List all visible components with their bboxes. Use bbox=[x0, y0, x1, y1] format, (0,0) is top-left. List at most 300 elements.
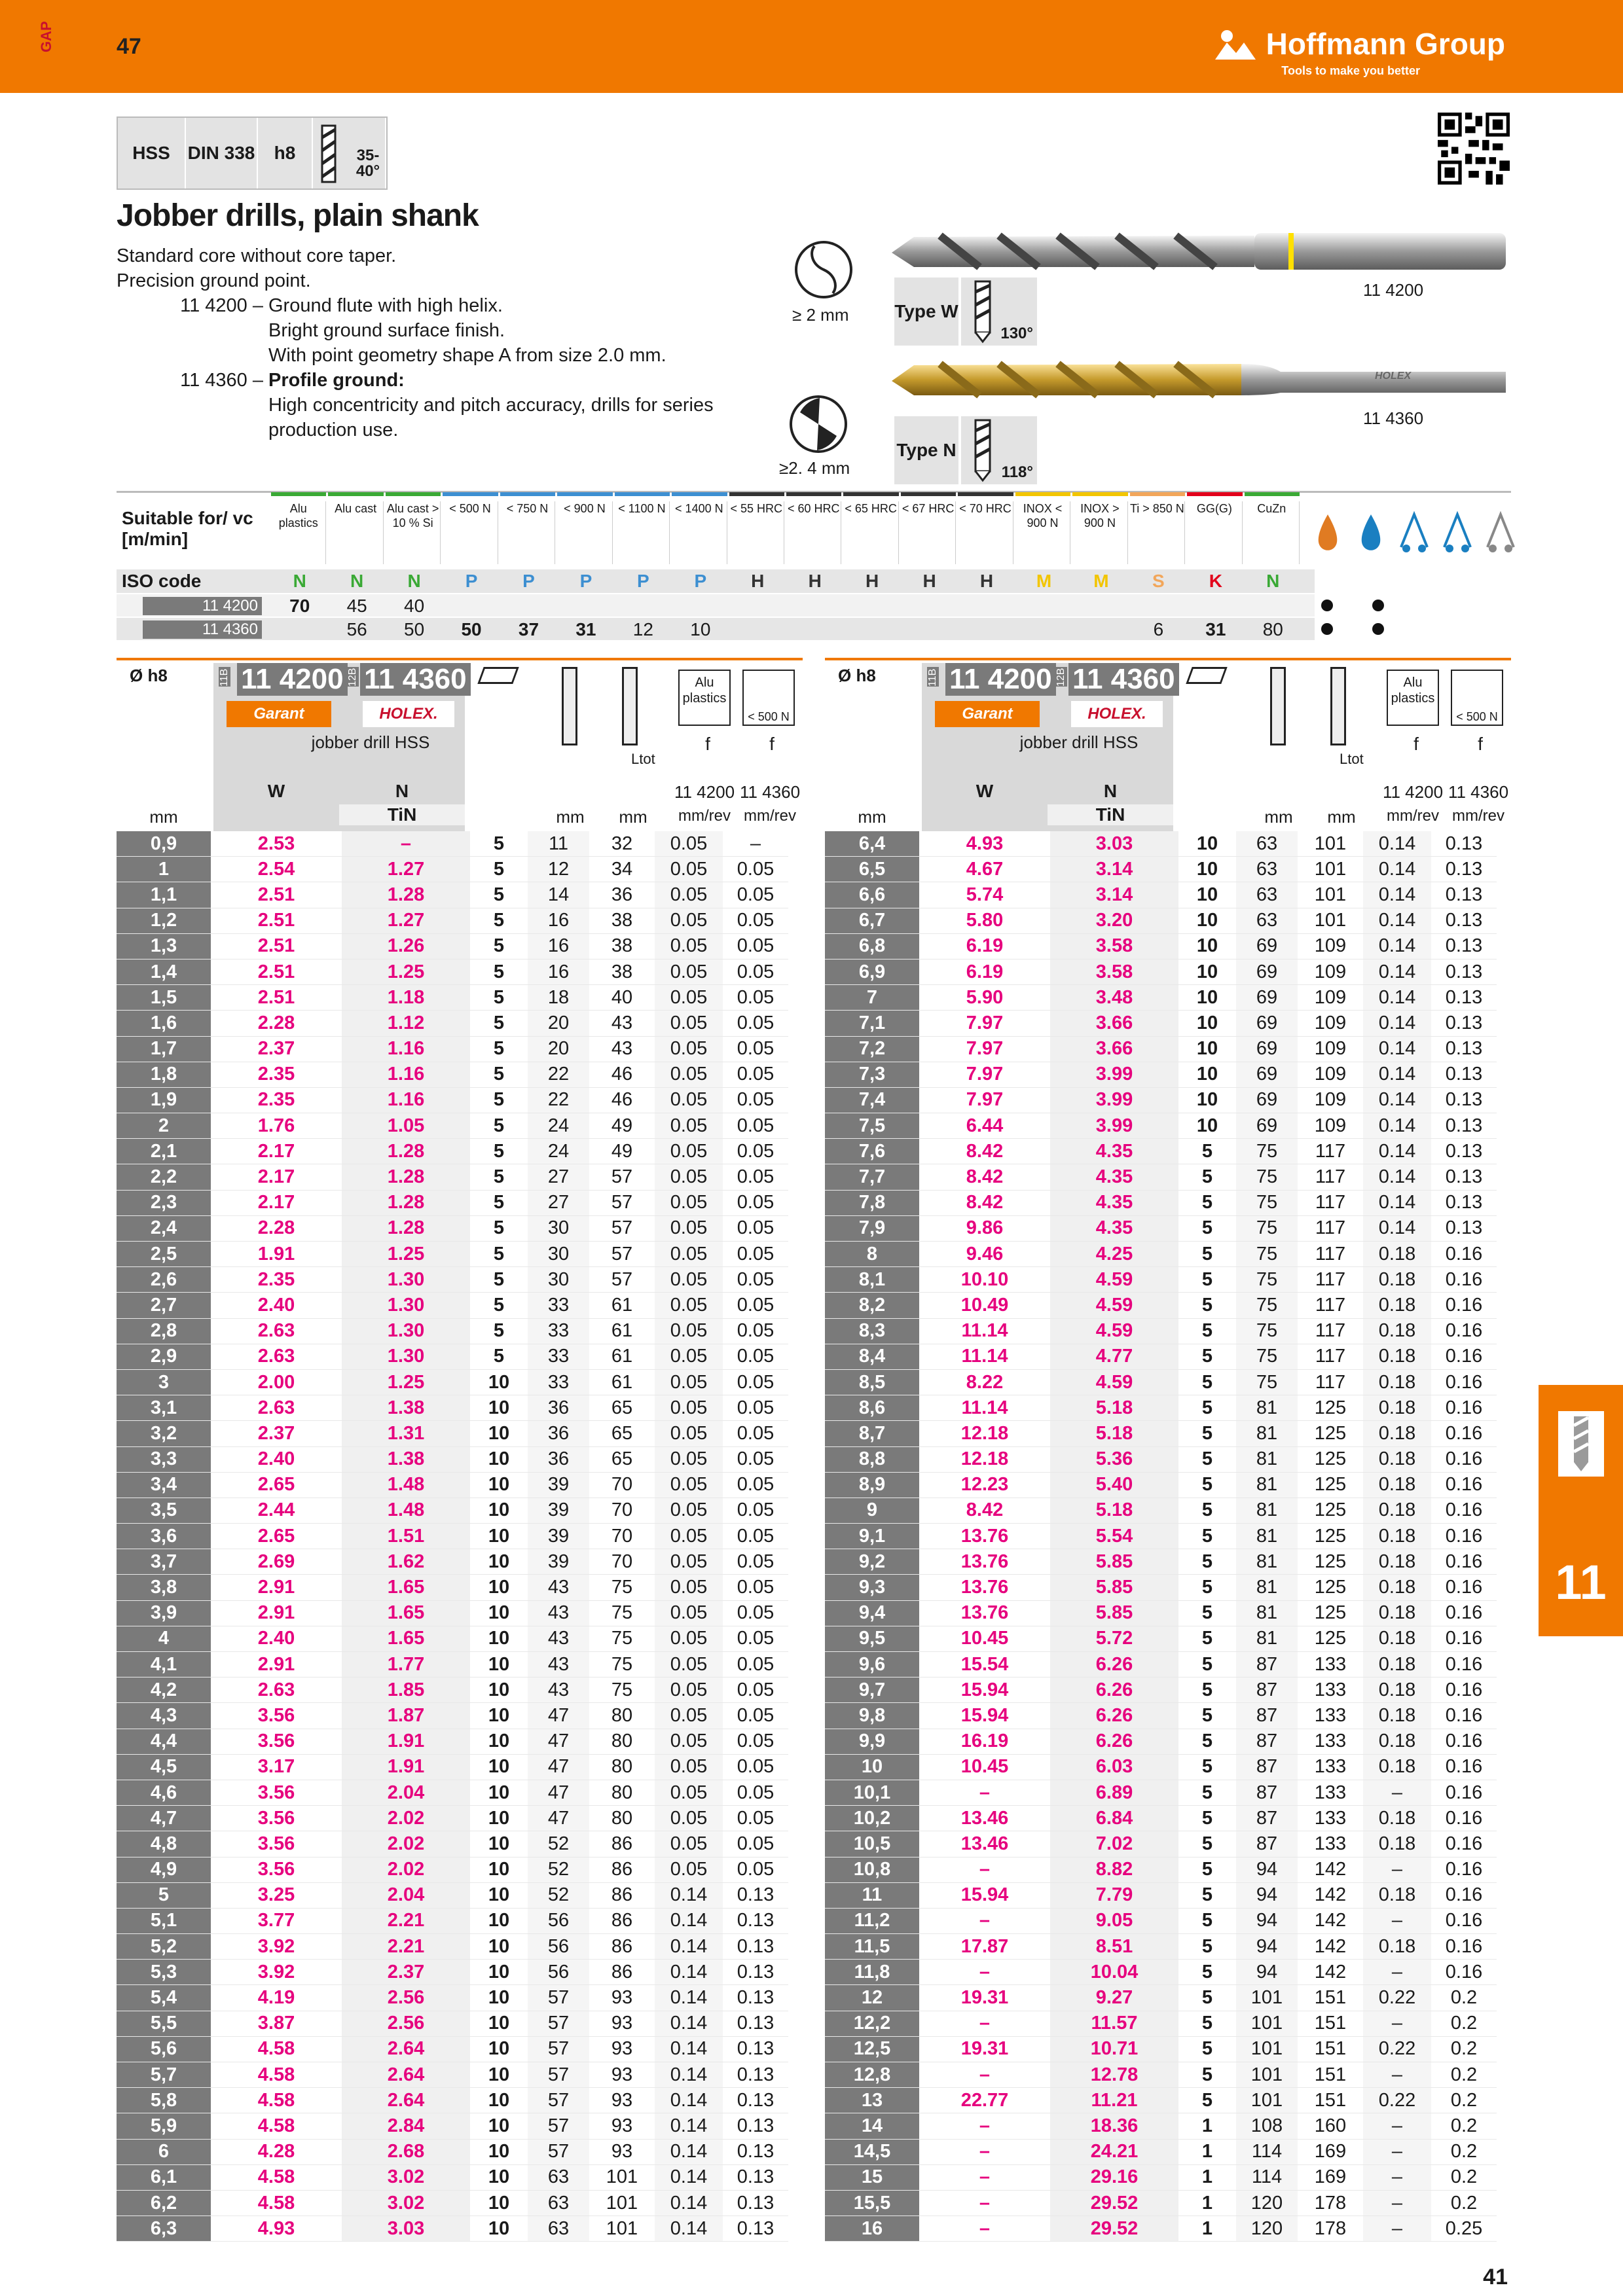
feed-114200: 0.05 bbox=[655, 1755, 723, 1780]
price-w: 4.93 bbox=[919, 831, 1050, 857]
feed-114360: 0.16 bbox=[1431, 1806, 1497, 1831]
feed-114360: 0.13 bbox=[723, 2191, 788, 2216]
feed-114200: 0.18 bbox=[1363, 1626, 1431, 1652]
price-w: 4.67 bbox=[919, 857, 1050, 882]
total-length: 125 bbox=[1298, 1575, 1363, 1600]
price-w: 13.46 bbox=[919, 1806, 1050, 1831]
suit-col-bar bbox=[328, 492, 383, 496]
feed-114360: 0.05 bbox=[723, 1549, 788, 1575]
ltot-label: Ltot bbox=[1340, 751, 1364, 767]
table-row bbox=[825, 908, 1497, 934]
feed-114200: 0.18 bbox=[1363, 1498, 1431, 1524]
feed-114200: 0.18 bbox=[1363, 1344, 1431, 1370]
feed-114360: 0.05 bbox=[723, 1473, 788, 1498]
type-n-label: Type N bbox=[894, 416, 958, 484]
feed-114360: 0.16 bbox=[1431, 1601, 1497, 1626]
diameter: 1 bbox=[117, 857, 211, 882]
price-n: 1.51 bbox=[342, 1524, 470, 1549]
price-n: 1.31 bbox=[342, 1421, 470, 1446]
price-w: 13.76 bbox=[919, 1524, 1050, 1549]
feed-114360: 0.13 bbox=[1431, 1164, 1497, 1190]
table-row bbox=[117, 1729, 788, 1755]
diameter: 3,9 bbox=[117, 1601, 211, 1626]
row-label: 11 4200 bbox=[143, 597, 262, 615]
pack-qty: 5 bbox=[470, 934, 528, 960]
price-n: 7.79 bbox=[1050, 1883, 1178, 1909]
pack-qty: 5 bbox=[1178, 1498, 1236, 1524]
total-length: 117 bbox=[1298, 1216, 1363, 1242]
total-length: 178 bbox=[1298, 2216, 1363, 2242]
feed-114360: 0.16 bbox=[1431, 1293, 1497, 1318]
flute-length: 24 bbox=[528, 1113, 589, 1139]
price-n: 1.26 bbox=[342, 934, 470, 960]
price-w: 13.46 bbox=[919, 1831, 1050, 1857]
pack-qty: 10 bbox=[470, 1780, 528, 1806]
total-length: 38 bbox=[589, 960, 655, 985]
table-row bbox=[825, 1806, 1497, 1831]
feed-114200: 0.05 bbox=[655, 1088, 723, 1113]
table-row bbox=[117, 2165, 788, 2191]
chapter-number: 11 bbox=[1555, 1555, 1607, 1609]
feed-114200: 0.05 bbox=[655, 1421, 723, 1446]
table-row bbox=[117, 1267, 788, 1293]
flute-length: 75 bbox=[1236, 1370, 1298, 1395]
iso-code: H bbox=[866, 571, 879, 591]
flute-length: 57 bbox=[528, 2062, 589, 2088]
desc-line: High concentricity and pitch accuracy, drills for series bbox=[268, 395, 714, 416]
pack-qty: 5 bbox=[1178, 1729, 1236, 1755]
feed-114360: 0.05 bbox=[723, 1421, 788, 1446]
flute-length: 22 bbox=[528, 1088, 589, 1113]
feed-114360: 0.13 bbox=[723, 1985, 788, 2011]
brand-logo bbox=[1213, 26, 1505, 62]
price-n: 3.99 bbox=[1050, 1113, 1178, 1139]
diameter: 5,2 bbox=[117, 1934, 211, 1960]
price-n: 1.48 bbox=[342, 1498, 470, 1524]
pack-qty: 10 bbox=[470, 2216, 528, 2242]
hoffmann-logo-icon bbox=[1213, 27, 1258, 61]
total-length: 101 bbox=[1298, 857, 1363, 882]
flute-length: 39 bbox=[528, 1473, 589, 1498]
pack-qty: 10 bbox=[1178, 1088, 1236, 1113]
price-n: 5.18 bbox=[1050, 1498, 1178, 1524]
total-length: 125 bbox=[1298, 1498, 1363, 1524]
diameter: 3,3 bbox=[117, 1447, 211, 1473]
flute-length: 108 bbox=[1236, 2113, 1298, 2139]
pack-qty: 10 bbox=[470, 2062, 528, 2088]
suit-col-header: < 55 HRC bbox=[729, 501, 784, 564]
cross-section-w-icon bbox=[792, 238, 855, 301]
feed-114360: 0.13 bbox=[1431, 934, 1497, 960]
price-w: 2.51 bbox=[211, 985, 342, 1011]
pack-qty: 5 bbox=[1178, 1344, 1236, 1370]
price-w: 13.76 bbox=[919, 1601, 1050, 1626]
price-w: – bbox=[919, 2216, 1050, 2242]
total-length: 151 bbox=[1298, 2062, 1363, 2088]
feed-114360: 0.13 bbox=[723, 2037, 788, 2062]
price-n: 6.89 bbox=[1050, 1780, 1178, 1806]
feed-114200: – bbox=[1363, 2216, 1431, 2242]
pack-qty: 10 bbox=[1178, 960, 1236, 985]
header-top-rule bbox=[825, 658, 1511, 660]
diameter: 14,5 bbox=[825, 2140, 919, 2165]
feed-114360: 0.05 bbox=[723, 1088, 788, 1113]
price-w: 2.63 bbox=[211, 1344, 342, 1370]
feed-114360: 0.16 bbox=[1431, 1344, 1497, 1370]
feed-114200: 0.14 bbox=[655, 2113, 723, 2139]
feed-114360: 0.2 bbox=[1431, 2037, 1497, 2062]
table-row bbox=[117, 1652, 788, 1677]
price-n: 29.52 bbox=[1050, 2216, 1178, 2242]
feed-114200: 0.05 bbox=[655, 1191, 723, 1216]
pack-qty: 5 bbox=[1178, 1831, 1236, 1857]
flute-length: 57 bbox=[528, 2037, 589, 2062]
type-n-angle: 118° bbox=[1001, 463, 1033, 481]
table-row bbox=[825, 2088, 1497, 2113]
price-w: 16.19 bbox=[919, 1729, 1050, 1755]
feed-114360: 0.2 bbox=[1431, 2140, 1497, 2165]
feed-114360: 0.13 bbox=[723, 1960, 788, 1985]
total-length: 46 bbox=[589, 1062, 655, 1088]
feed-114360: 0.16 bbox=[1431, 1524, 1497, 1549]
steel-500n-box: < 500 N bbox=[1451, 670, 1503, 726]
feed-114360: 0.2 bbox=[1431, 2088, 1497, 2113]
table-row bbox=[825, 1498, 1497, 1524]
page-number-bottom: 41 bbox=[1483, 2265, 1508, 2289]
feed-114360: 0.13 bbox=[1431, 857, 1497, 882]
feed-114360: 0.05 bbox=[723, 1498, 788, 1524]
table-row bbox=[825, 1883, 1497, 1909]
feed-114200: 0.05 bbox=[655, 1831, 723, 1857]
diameter: 12,2 bbox=[825, 2011, 919, 2037]
garant-logo: Garant bbox=[935, 701, 1040, 727]
pack-qty: 5 bbox=[1178, 1549, 1236, 1575]
pack-qty: 10 bbox=[1178, 908, 1236, 934]
feed-114200: 0.05 bbox=[655, 831, 723, 857]
feed-114360: 0.05 bbox=[723, 1293, 788, 1318]
flute-length: 43 bbox=[528, 1601, 589, 1626]
suit-col-header: < 1400 N bbox=[672, 501, 727, 564]
price-w: 12.23 bbox=[919, 1473, 1050, 1498]
diameter: 2 bbox=[117, 1113, 211, 1139]
diameter: 4,3 bbox=[117, 1703, 211, 1729]
price-w: 7.97 bbox=[919, 1062, 1050, 1088]
total-length: 38 bbox=[589, 908, 655, 934]
article-number: 11 4200 bbox=[237, 663, 348, 696]
table-row bbox=[117, 1088, 788, 1113]
desc-line: Precision ground point. bbox=[117, 270, 311, 291]
flute-length: 69 bbox=[1236, 1088, 1298, 1113]
diameter: 2,8 bbox=[117, 1319, 211, 1344]
diameter: 8,4 bbox=[825, 1344, 919, 1370]
header-top-rule bbox=[117, 658, 803, 660]
type-n-point bbox=[961, 416, 1037, 484]
table-row bbox=[117, 908, 788, 934]
price-w: 5.80 bbox=[919, 908, 1050, 934]
feed-114360: 0.16 bbox=[1431, 1473, 1497, 1498]
feed-114360: 0.05 bbox=[723, 1242, 788, 1267]
diameter: 1,3 bbox=[117, 934, 211, 960]
unit-mmrev: mm/rev bbox=[1387, 807, 1439, 825]
total-length: 65 bbox=[589, 1447, 655, 1473]
feed-114360: 0.13 bbox=[1431, 1113, 1497, 1139]
total-length: 93 bbox=[589, 2140, 655, 2165]
price-n: 1.16 bbox=[342, 1088, 470, 1113]
price-n: 4.59 bbox=[1050, 1267, 1178, 1293]
feed-114200: 0.14 bbox=[1363, 1011, 1431, 1036]
feed-114360: 0.2 bbox=[1431, 2113, 1497, 2139]
feed-114200: 0.18 bbox=[1363, 1755, 1431, 1780]
price-w: 1.76 bbox=[211, 1113, 342, 1139]
flute-length: 22 bbox=[528, 1062, 589, 1088]
price-n: 8.82 bbox=[1050, 1857, 1178, 1883]
feed-114360: 0.13 bbox=[723, 1883, 788, 1909]
table-row bbox=[117, 2216, 788, 2242]
table-row bbox=[117, 1447, 788, 1473]
pack-qty: 5 bbox=[1178, 1677, 1236, 1703]
price-w: 11.14 bbox=[919, 1319, 1050, 1344]
feed-114200: 0.14 bbox=[655, 2216, 723, 2242]
diameter: 9,1 bbox=[825, 1524, 919, 1549]
total-length: 80 bbox=[589, 1703, 655, 1729]
total-length: 117 bbox=[1298, 1319, 1363, 1344]
feed-114200: 0.05 bbox=[655, 882, 723, 908]
drill-tab-icon bbox=[1558, 1411, 1604, 1477]
total-length: 93 bbox=[589, 1985, 655, 2011]
col-tin: TiN bbox=[1048, 804, 1173, 825]
flute-length: 39 bbox=[528, 1524, 589, 1549]
iso-code: P bbox=[579, 571, 593, 591]
table-row bbox=[825, 1191, 1497, 1216]
pack-qty: 1 bbox=[1178, 2216, 1236, 2242]
suit-col-header: INOX > 900 N bbox=[1072, 501, 1127, 564]
flute-length: 81 bbox=[1236, 1395, 1298, 1421]
feed-114360: 0.05 bbox=[723, 1831, 788, 1857]
feed-114360: 0.2 bbox=[1431, 1985, 1497, 2011]
desc-line: Profile ground: bbox=[268, 370, 405, 391]
total-length: 57 bbox=[589, 1267, 655, 1293]
feed-114200: – bbox=[1363, 1857, 1431, 1883]
suit-col-bar bbox=[1130, 492, 1185, 496]
flute-length: 101 bbox=[1236, 2037, 1298, 2062]
flute-length: 75 bbox=[1236, 1216, 1298, 1242]
chapter-tab[interactable] bbox=[1539, 1385, 1623, 1636]
feed-114360: 0.05 bbox=[723, 1857, 788, 1883]
total-length: 125 bbox=[1298, 1395, 1363, 1421]
price-n: 1.91 bbox=[342, 1729, 470, 1755]
diameter: 6,2 bbox=[117, 2191, 211, 2216]
feed-114360: 0.05 bbox=[723, 1216, 788, 1242]
price-w: 2.40 bbox=[211, 1293, 342, 1318]
price-group: 11B bbox=[927, 667, 939, 687]
feed-114200: 0.18 bbox=[1363, 1242, 1431, 1267]
feed-114200: 0.05 bbox=[655, 1037, 723, 1062]
unit-mm: mm bbox=[149, 807, 178, 827]
flute-length: 63 bbox=[528, 2165, 589, 2191]
feed-114200: 0.18 bbox=[1363, 1395, 1431, 1421]
diameter: 1,5 bbox=[117, 985, 211, 1011]
table-row bbox=[825, 1601, 1497, 1626]
table-row bbox=[117, 1062, 788, 1088]
feed-114200: 0.18 bbox=[1363, 1370, 1431, 1395]
feed-114200: 0.18 bbox=[1363, 1601, 1431, 1626]
table-row bbox=[117, 1498, 788, 1524]
price-w: 8.42 bbox=[919, 1191, 1050, 1216]
feed-114200: 0.14 bbox=[1363, 1191, 1431, 1216]
table-row bbox=[825, 1447, 1497, 1473]
col-tin: TiN bbox=[339, 804, 465, 825]
unit-mm: mm bbox=[619, 807, 647, 827]
diameter: 1,9 bbox=[117, 1088, 211, 1113]
total-length: 133 bbox=[1298, 1652, 1363, 1677]
table-row bbox=[117, 1806, 788, 1831]
feed-114360: 0.2 bbox=[1431, 2011, 1497, 2037]
diameter: 11,2 bbox=[825, 1909, 919, 1934]
diameter: 6,3 bbox=[117, 2216, 211, 2242]
flute-length: 94 bbox=[1236, 1960, 1298, 1985]
pack-qty: 5 bbox=[470, 1242, 528, 1267]
flute-length: 47 bbox=[528, 1780, 589, 1806]
spec-helix bbox=[313, 118, 386, 188]
price-n: 1.65 bbox=[342, 1575, 470, 1600]
price-w: 2.65 bbox=[211, 1524, 342, 1549]
diameter: 10,8 bbox=[825, 1857, 919, 1883]
table-header-left bbox=[117, 658, 803, 829]
total-length: 101 bbox=[589, 2165, 655, 2191]
feed-114360: – bbox=[723, 831, 788, 857]
feed-114200: 0.18 bbox=[1363, 1319, 1431, 1344]
pack-qty: 5 bbox=[1178, 1395, 1236, 1421]
total-length: 61 bbox=[589, 1293, 655, 1318]
flute-length: 56 bbox=[528, 1909, 589, 1934]
price-n: 2.56 bbox=[342, 2011, 470, 2037]
feed-114200: 0.18 bbox=[1363, 1549, 1431, 1575]
feed-114200: 0.14 bbox=[655, 2088, 723, 2113]
total-length: 109 bbox=[1298, 934, 1363, 960]
diameter: 5,5 bbox=[117, 2011, 211, 2037]
flute-length: 81 bbox=[1236, 1626, 1298, 1652]
table-row bbox=[117, 2088, 788, 2113]
feed-114360: 0.16 bbox=[1431, 1703, 1497, 1729]
type-w-point bbox=[961, 278, 1037, 346]
pack-qty: 10 bbox=[1178, 1011, 1236, 1036]
suit-col-header: < 65 HRC bbox=[843, 501, 898, 564]
pack-qty: 5 bbox=[470, 1088, 528, 1113]
diameter: 9,9 bbox=[825, 1729, 919, 1755]
price-w: 22.77 bbox=[919, 2088, 1050, 2113]
flute-length: 94 bbox=[1236, 1883, 1298, 1909]
total-length: 178 bbox=[1298, 2191, 1363, 2216]
price-n: 5.18 bbox=[1050, 1395, 1178, 1421]
price-n: 2.21 bbox=[342, 1934, 470, 1960]
price-w: – bbox=[919, 2191, 1050, 2216]
table-row bbox=[117, 1960, 788, 1985]
flute-length: 69 bbox=[1236, 1011, 1298, 1036]
price-n: 6.26 bbox=[1050, 1703, 1178, 1729]
price-n: 1.28 bbox=[342, 1191, 470, 1216]
feed-114360: 0.16 bbox=[1431, 1447, 1497, 1473]
price-w: 2.91 bbox=[211, 1575, 342, 1600]
feed-114200: 0.14 bbox=[1363, 985, 1431, 1011]
feed-114360: 0.2 bbox=[1431, 2191, 1497, 2216]
diameter: 8,8 bbox=[825, 1447, 919, 1473]
flute-length: 57 bbox=[528, 2011, 589, 2037]
pack-qty: 5 bbox=[1178, 1139, 1236, 1164]
pack-qty: 10 bbox=[470, 1729, 528, 1755]
price-w: 6.19 bbox=[919, 934, 1050, 960]
price-w: – bbox=[919, 2113, 1050, 2139]
table-row bbox=[117, 1473, 788, 1498]
suit-col-header: < 67 HRC bbox=[901, 501, 956, 564]
diameter: 9,8 bbox=[825, 1703, 919, 1729]
price-n: 18.36 bbox=[1050, 2113, 1178, 2139]
flute-length: 52 bbox=[528, 1831, 589, 1857]
diameter: 7,9 bbox=[825, 1216, 919, 1242]
description bbox=[117, 243, 714, 442]
price-w: 2.51 bbox=[211, 934, 342, 960]
total-length: 57 bbox=[589, 1216, 655, 1242]
price-w: 3.77 bbox=[211, 1909, 342, 1934]
flute-length: 75 bbox=[1236, 1191, 1298, 1216]
diameter: 11 bbox=[825, 1883, 919, 1909]
total-length: 80 bbox=[589, 1729, 655, 1755]
type-w-size: ≥ 2 mm bbox=[792, 305, 849, 325]
total-length: 61 bbox=[589, 1319, 655, 1344]
price-n: 4.35 bbox=[1050, 1216, 1178, 1242]
total-length: 151 bbox=[1298, 1985, 1363, 2011]
vc-value: 50 bbox=[404, 619, 425, 639]
table-row bbox=[825, 1755, 1497, 1780]
flute-length: 87 bbox=[1236, 1806, 1298, 1831]
total-length: 43 bbox=[589, 1011, 655, 1036]
price-n: 3.03 bbox=[342, 2216, 470, 2242]
feed-114200: 0.14 bbox=[655, 2037, 723, 2062]
feed-114200: 0.22 bbox=[1363, 1985, 1431, 2011]
flute-length: 75 bbox=[1236, 1344, 1298, 1370]
price-n: – bbox=[342, 831, 470, 857]
price-n: 1.87 bbox=[342, 1703, 470, 1729]
price-n: 1.85 bbox=[342, 1677, 470, 1703]
feed-114360: 0.05 bbox=[723, 1344, 788, 1370]
feed-114360: 0.05 bbox=[723, 1370, 788, 1395]
feed-114200: – bbox=[1363, 2165, 1431, 2191]
total-length: 125 bbox=[1298, 1626, 1363, 1652]
flute-length: 101 bbox=[1236, 2088, 1298, 2113]
flute-length: 75 bbox=[1236, 1319, 1298, 1344]
price-w: 15.94 bbox=[919, 1703, 1050, 1729]
table-row bbox=[825, 1421, 1497, 1446]
feed-114360: 0.16 bbox=[1431, 1652, 1497, 1677]
table-row bbox=[117, 2037, 788, 2062]
iso-code: P bbox=[522, 571, 535, 591]
pack-qty: 10 bbox=[470, 1703, 528, 1729]
price-n: 10.04 bbox=[1050, 1960, 1178, 1985]
pack-qty: 10 bbox=[470, 1370, 528, 1395]
table-row bbox=[117, 1113, 788, 1139]
dh8-label: Ø h8 bbox=[838, 666, 876, 685]
pack-qty: 5 bbox=[1178, 1370, 1236, 1395]
price-w: 9.86 bbox=[919, 1216, 1050, 1242]
price-n: 5.40 bbox=[1050, 1473, 1178, 1498]
pack-qty: 5 bbox=[470, 1037, 528, 1062]
unit-mmrev: mm/rev bbox=[678, 807, 731, 825]
feed-114360: 0.13 bbox=[1431, 1088, 1497, 1113]
coolant-drop-icon bbox=[1351, 508, 1391, 560]
price-n: 1.28 bbox=[342, 1164, 470, 1190]
flute-length: 24 bbox=[528, 1139, 589, 1164]
spec-box bbox=[117, 117, 388, 190]
table-row bbox=[825, 1088, 1497, 1113]
